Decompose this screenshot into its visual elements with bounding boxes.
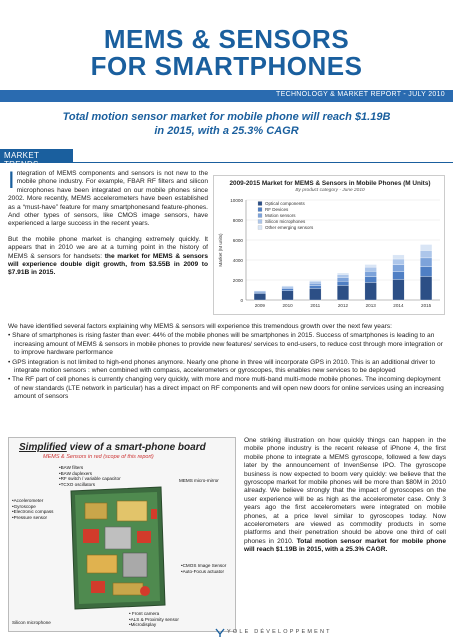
bar-segment [365, 265, 377, 268]
legend-label: Other emerging sensors [265, 225, 314, 230]
headline-line-1: Total motion sensor market for mobile phone will reach $1.19B [62, 111, 391, 123]
main-lead: We have identified several factors explaining why MEMS & sensors will experience this tremendous growth over the next few years: [8, 323, 392, 330]
y-tick-label: 0 [240, 297, 243, 303]
section-tab [0, 149, 73, 169]
smartphone-board-figure [8, 437, 236, 632]
bullet-item: • The RF part of cell phones is currently changing very quickly, with more and more multi-band multi-mode mobile phones. The incoming deployment of new standards (LTE network in particular) has a direct impact on RF components and will open new doors for online services using an increasing amount of sensors [8, 376, 444, 401]
bar-segment [393, 280, 405, 301]
bar-segment [365, 271, 377, 276]
legend-swatch [258, 208, 262, 212]
yole-logo-mark [215, 628, 225, 638]
right-column-text [244, 437, 446, 555]
x-tick-label: 2014 [393, 303, 404, 308]
report-label: TECHNOLOGY & MARKET REPORT - JULY 2010 [276, 91, 445, 98]
intro-highlight: the market for MEMS & sensors will experience double digit growth, from $3.55B in 2009 to $7.91B in 2015. [8, 252, 208, 277]
silicon-microphone-label: Silicon microphone [12, 620, 51, 625]
board-title-rest: view of a smart-phone board [66, 442, 206, 453]
bar-segment [282, 286, 294, 287]
bar-segment [337, 278, 349, 282]
headline-line-2: in 2015, with a 25.3% CAGR [154, 125, 299, 137]
bar-segment [309, 289, 321, 301]
bar-segment [309, 281, 321, 282]
bar-segment [254, 294, 266, 301]
legend-swatch [258, 202, 262, 206]
section-label: MARKET TRENDS [4, 151, 39, 169]
bar-segment [337, 281, 349, 285]
micro-mirror-label: MEMS micro-mirror [179, 478, 219, 483]
x-tick-label: 2009 [254, 303, 265, 308]
headline [20, 110, 433, 138]
chart-subtitle: By product category - June 2010 [295, 188, 365, 193]
chart-title: 2009-2015 Market for MEMS & Sensors in Mobile Phones (M Units) [229, 180, 431, 187]
x-tick-label: 2012 [337, 303, 349, 308]
y-tick-label: 8000 [232, 217, 243, 223]
bar-segment [420, 245, 432, 251]
drop-cap: I [8, 167, 15, 194]
front-camera-label: • Front camera •ALS & Proximity sensor •Microdisplay [129, 611, 179, 628]
legend-label: Optical components [265, 201, 305, 206]
bar-segment [393, 259, 405, 265]
bar-segment [420, 267, 432, 277]
chart-plot [214, 176, 446, 316]
yole-logo-text: YOLE DÉVELOPPEMENT [227, 629, 332, 635]
section-divider [73, 162, 453, 163]
bar-segment [393, 265, 405, 272]
bullet-item: • GPS integration is not limited to high-end phones anymore. Nearly one phone in three will incorporate GPS in 2010. This is an additional driver to integrate motion sensors : when combined with compass, accelerometers or gyroscopes, this enables new services to be deployed [8, 358, 435, 375]
title-line-1: MEMS & SENSORS [103, 24, 350, 54]
motion-sensors-label: •Accelerometer •Gyroscope •Electronic compass •Pressure sensor [12, 498, 54, 520]
rf-components-label: •BAW filters •BAW duplexers •RF switch / variable capacitor •TCXO oscillators [59, 465, 121, 487]
y-tick-label: 6000 [232, 237, 243, 243]
legend-label: Silicon microphones [265, 219, 306, 224]
right-conclusion: Total motion sensor market for mobile phone will reach $1.19B in 2015, with a 25.3% CAGR. [244, 537, 447, 554]
legend-swatch [258, 220, 262, 224]
board-title-bold: Simplified [19, 442, 67, 453]
bar-segment [282, 287, 294, 289]
y-tick-label: 2000 [232, 277, 243, 283]
bar-segment [309, 281, 321, 283]
intro-column [8, 167, 208, 285]
bar-segment [365, 277, 377, 283]
bar-segment [337, 275, 349, 278]
market-chart [213, 175, 445, 315]
y-tick-label: 4000 [232, 257, 243, 263]
board-title [19, 442, 206, 453]
bar-segment [420, 277, 432, 301]
legend-swatch [258, 214, 262, 218]
bar-segment [420, 258, 432, 267]
intro-text-1: ntegration of MEMS components and sensors is not new to the mobile phone industry. For example, FBAR RF filters and silicon microphones have been integrated on our mobile phones since 2002. More recently, MEMS accelerometers have been established as a “must-have” feature for many smartphonesand feature-phones. And other types of sensors, like CMOS image sensors, have experienced a large success in the recent years. [8, 170, 208, 228]
x-tick-label: 2013 [365, 303, 376, 308]
cmos-sensor-label: •CMOS Image Sensor •Auto-Focus actuator [181, 563, 227, 574]
bar-segment [365, 283, 377, 301]
document-title [0, 26, 453, 80]
bar-segment [309, 283, 321, 285]
title-line-2: FOR SMARTPHONES [90, 51, 363, 81]
right-body: One striking illustration on how quickly things can happen in the mobile phone industry is the recent release of iPhone 4, the first mobile phone to integrate a MEMS gyroscope, followed a few days later by the announcement of InvenSense IPO. The gyroscope business is now expected to boom very quickly: we believe that the gyroscope market for mobile phones will be more than $80M in 2010 already. We believe strongly that the impact of gyroscopes on the user experience will be as high as the accelerometer case. Only 3 years ago the first accelerometers were integrated on mobile phones, at a price level similar to gyroscopes today. Now accelerometers are viewed as commodity products in some platforms and their penetration should be above one third of cell phones in 2010. [244, 437, 446, 545]
x-tick-label: 2015 [421, 303, 432, 308]
legend-swatch [258, 226, 262, 230]
main-text [8, 323, 445, 403]
bar-segment [337, 273, 349, 275]
yole-logo [215, 628, 355, 638]
y-tick-label: 10000 [230, 197, 243, 203]
intro-paragraph-1 [8, 167, 208, 229]
bar-segment [254, 292, 266, 293]
x-tick-label: 2011 [310, 303, 321, 308]
bar-segment [282, 291, 294, 300]
bar-segment [420, 251, 432, 258]
y-axis-label: Market (M units) [218, 233, 223, 267]
legend-label: Motion sensors [265, 213, 296, 218]
intro-text-2: But the mobile phone market is changing extremely quickly. It appears that in 2010 we are at a turning point in the history of MEMS & sensors for handsets: [8, 235, 208, 260]
bullet-item: • Share of smartphones is rising faster than ever: 44% of the mobile phones will be smartphones in 2015. Success of smartphones is leading to an increasing amount of MEMS & sensors in mobile phones to provide new features/ services to end-users, to reduce cost through more integration or to improve hardware performance [8, 332, 443, 357]
bar-segment [282, 289, 294, 291]
bar-segment [393, 255, 405, 259]
bar-segment [309, 286, 321, 289]
report-banner [0, 90, 453, 102]
bar-segment [393, 272, 405, 280]
bar-segment [365, 267, 377, 271]
intro-paragraph-2 [8, 236, 208, 278]
legend-label: RF Devices [265, 207, 289, 212]
bar-segment [337, 286, 349, 301]
board-subtitle: MEMS & Sensors in red (scope of this report) [43, 454, 154, 460]
pcb-illustration [61, 483, 171, 613]
x-tick-label: 2010 [282, 303, 293, 308]
